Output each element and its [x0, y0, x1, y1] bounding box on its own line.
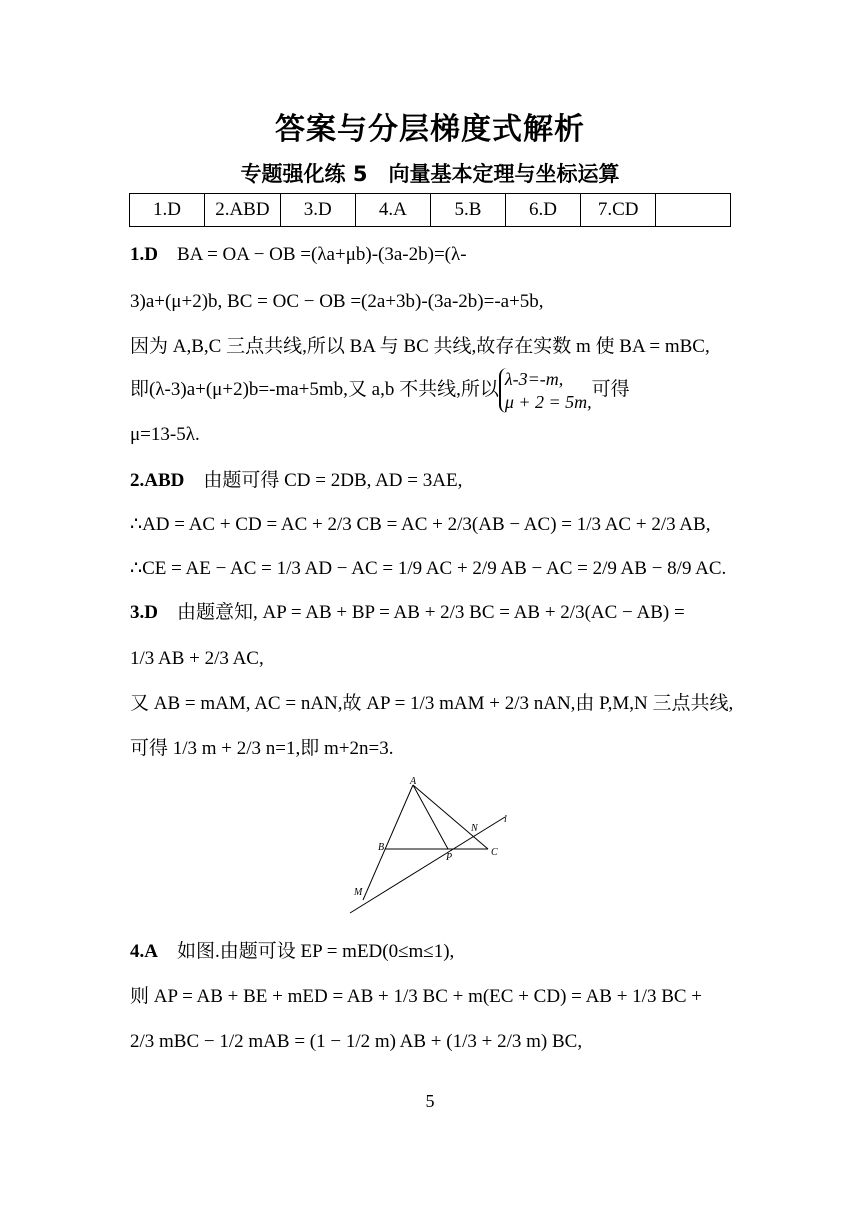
answer-cell: 1.D: [130, 194, 205, 227]
q4-line-2: 则 AP = AB + BE + mED = AB + 1/3 BC + m(EC + CD) = AB + 1/3 BC +: [130, 986, 703, 1007]
geometry-figure: [345, 775, 515, 920]
q2-line-3: ∴CE = AE − AC = 1/3 AD − AC = 1/9 AC + 2/9 AB − AC = 2/9 AB − 8/9 AC.: [130, 558, 727, 579]
q3-line-4: 可得 1/3 m + 2/3 n=1,即 m+2n=3.: [130, 738, 394, 759]
answer-cell: 7.CD: [581, 194, 656, 227]
line-ap: [413, 785, 448, 849]
label-n: N: [471, 823, 478, 834]
answer-cell: [656, 194, 731, 227]
q3-line-2: 1/3 AB + 2/3 AC,: [130, 648, 264, 669]
label-b: B: [378, 842, 385, 853]
answer-cell: 2.ABD: [205, 194, 281, 227]
answer-cell: 5.B: [430, 194, 505, 227]
q2-text-1: 由题可得 CD = 2DB, AD = 3AE,: [203, 470, 463, 491]
page-title: 答案与分层梯度式解析: [275, 112, 585, 147]
page-number: 5: [425, 1091, 435, 1111]
line-ac: [413, 785, 488, 849]
answer-cell: 6.D: [505, 194, 580, 227]
q3-text-1: 由题意知, AP = AB + BP = AB + 2/3 BC = AB + 2/3(AC − AB) =: [176, 602, 685, 623]
label-m: M: [354, 887, 363, 898]
q2-line-2: ∴AD = AC + CD = AC + 2/3 CB = AC + 2/3(AB − AC) = 1/3 AC + 2/3 AB,: [130, 514, 711, 535]
q1-line-5: μ=13-5λ.: [130, 424, 200, 445]
q1-text-1: BA = OA − OB =(λa+μb)-(3a-2b)=(λ-: [176, 244, 467, 265]
q1-text-4a: 即(λ-3)a+(μ+2)b=-ma+5mb,又 a,b 不共线,所以: [130, 378, 499, 400]
section-title: 专题强化练 5 向量基本定理与坐标运算: [240, 162, 620, 186]
q4-line-3: 2/3 mBC − 1/2 mAB = (1 − 1/2 m) AB + (1/3 + 2/3 m) BC,: [130, 1031, 583, 1052]
q1-line-2: 3)a+(μ+2)b, BC = OC − OB =(2a+3b)-(3a-2b)=-a+5b,: [130, 291, 544, 312]
q4-line-1: [130, 941, 454, 964]
label-l: l: [504, 814, 507, 825]
q1-line-1: [130, 244, 467, 267]
equation-system: [499, 368, 592, 413]
q1-answer: 1.D: [130, 244, 158, 265]
q3-line-1: [130, 602, 685, 625]
equation-row: μ + 2 = 5m,: [504, 391, 592, 412]
line-l: [350, 817, 505, 913]
q1-text-4b: 可得: [591, 378, 630, 400]
answer-cell: 4.A: [355, 194, 430, 227]
q3-line-3: 又 AB = mAM, AC = nAN,故 AP = 1/3 mAM + 2/3 nAN,由 P,M,N 三点共线,: [130, 693, 734, 714]
line-am: [363, 785, 413, 900]
q4-answer: 4.A: [130, 941, 158, 962]
label-c: C: [491, 847, 498, 858]
equation-row: λ-3=-m,: [504, 369, 564, 389]
q3-answer: 3.D: [130, 602, 158, 623]
q2-line-1: [130, 470, 462, 493]
q1-line-3: 因为 A,B,C 三点共线,所以 BA 与 BC 共线,故存在实数 m 使 BA = mBC,: [130, 336, 710, 357]
q2-answer: 2.ABD: [130, 470, 185, 491]
label-a: A: [410, 776, 417, 787]
answer-cell: 3.D: [280, 194, 355, 227]
answer-table: [129, 193, 731, 227]
label-p: P: [446, 852, 453, 863]
q1-line-4: [130, 368, 630, 413]
q4-text-1: 如图.由题可设 EP = mED(0≤m≤1),: [176, 941, 455, 962]
